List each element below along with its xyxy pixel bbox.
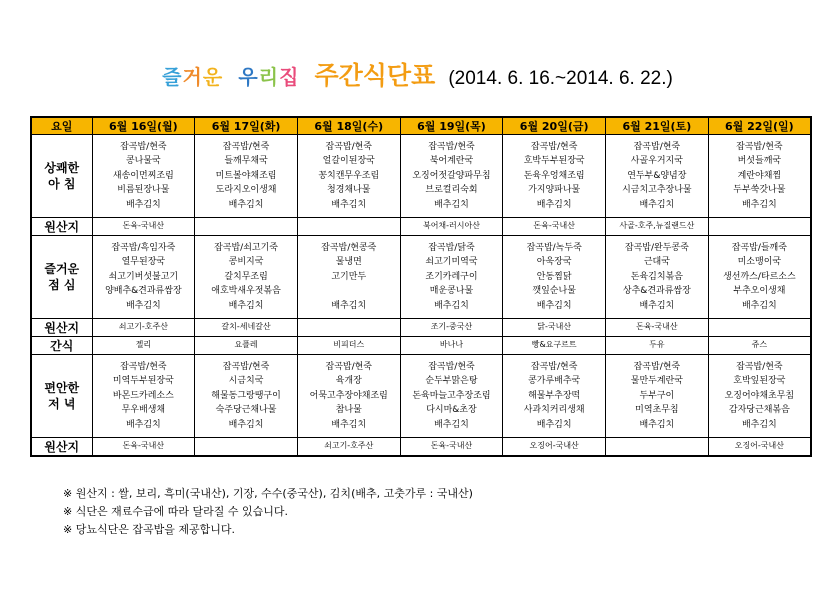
day-header: 6월 22일(일) bbox=[708, 117, 811, 135]
title-main: 주간식단표 bbox=[314, 61, 436, 90]
menu-cell: 잡곡밥/닭죽 쇠고기미역국 조기카레구이 매운콩나물 배추김치 bbox=[400, 236, 503, 319]
page-title bbox=[0, 56, 835, 92]
menu-cell: 잡곡밥/현죽 육개장 어묵고추장야채조림 참나물 배추김치 bbox=[297, 355, 400, 438]
snack-cell: 바나나 bbox=[400, 337, 503, 355]
origin-cell: 돈육-국내산 bbox=[606, 319, 709, 337]
day-header: 6월 21일(토) bbox=[606, 117, 709, 135]
origin-cell: 오징어-국내산 bbox=[503, 438, 606, 457]
menu-cell: 잡곡밥/현죽 호박두부된장국 돈육우엉채조림 가지양파나물 배추김치 bbox=[503, 135, 606, 218]
menu-cell: 잡곡밥/현죽 콩가루배추국 해물부추장떡 사과치커리생채 배추김치 bbox=[503, 355, 606, 438]
origin-label: 원산지 bbox=[31, 218, 92, 236]
dinner-row bbox=[31, 355, 811, 438]
menu-cell: 잡곡밥/현죽 시금치국 해물동그랑땡구이 숙주당근채나물 배추김치 bbox=[195, 355, 298, 438]
lunch-label: 즐거운 점 심 bbox=[31, 236, 92, 319]
header-corner: 요일 bbox=[31, 117, 92, 135]
origin-cell: 닭-국내산 bbox=[503, 319, 606, 337]
snack-row bbox=[31, 337, 811, 355]
menu-cell: 잡곡밥/현죽 콩나물국 새송이먼찌조림 비름된장나물 배추김치 bbox=[92, 135, 195, 218]
snack-cell: 요플레 bbox=[195, 337, 298, 355]
title-word-2: 우리집 bbox=[238, 65, 300, 89]
menu-cell: 잡곡밥/쇠고기죽 콩비지국 갈치무조림 애호박새우젓볶음 배추김치 bbox=[195, 236, 298, 319]
snack-label: 간식 bbox=[31, 337, 92, 355]
menu-cell: 잡곡밥/현죽 물만두계란국 두부구이 미역초무침 배추김치 bbox=[606, 355, 709, 438]
origin-cell: 돈육-국내산 bbox=[400, 438, 503, 457]
origin-cell: 돈육-국내산 bbox=[92, 218, 195, 236]
menu-cell: 잡곡밥/현죽 호박잎된장국 오징어야채초무침 감자당근채볶음 배추김치 bbox=[708, 355, 811, 438]
footnote-origin: ※ 원산지 : 쌀, 보리, 흑미(국내산), 기장, 수수(중국산), 김치(배추, 고춧가루 : 국내산) bbox=[63, 487, 473, 500]
title-word-1: 즐거운 bbox=[162, 65, 224, 89]
day-header: 6월 17일(화) bbox=[195, 117, 298, 135]
origin-cell: 돈육-국내산 bbox=[503, 218, 606, 236]
menu-cell: 잡곡밥/현콩죽 물냉면 고기만두 배추김치 bbox=[297, 236, 400, 319]
menu-cell: 잡곡밥/현죽 미역두부된장국 바몬드카레소스 무우배생채 배추김치 bbox=[92, 355, 195, 438]
origin-cell: 북어채-러시아산 bbox=[400, 218, 503, 236]
snack-cell: 빵&요구르트 bbox=[503, 337, 606, 355]
snack-cell: 쥬스 bbox=[708, 337, 811, 355]
footnote-supply: ※ 식단은 재료수급에 따라 달라질 수 있습니다. bbox=[63, 505, 288, 518]
origin-cell: 쇠고기-호주산 bbox=[92, 319, 195, 337]
origin-cell: 조기-중국산 bbox=[400, 319, 503, 337]
dinner-label: 편안한 저 녁 bbox=[31, 355, 92, 438]
origin-row-lunch bbox=[31, 319, 811, 337]
breakfast-row bbox=[31, 135, 811, 218]
breakfast-label: 상쾌한 아 침 bbox=[31, 135, 92, 218]
origin-row-breakfast bbox=[31, 218, 811, 236]
origin-label: 원산지 bbox=[31, 319, 92, 337]
day-header: 6월 19일(목) bbox=[400, 117, 503, 135]
origin-cell bbox=[195, 438, 298, 457]
origin-cell bbox=[606, 438, 709, 457]
menu-cell: 잡곡밥/현죽 사골우거지국 연두부&양념장 시금치고추장나물 배추김치 bbox=[606, 135, 709, 218]
menu-cell: 잡곡밥/현죽 들깨무채국 미트볼야채조림 도라지오이생채 배추김치 bbox=[195, 135, 298, 218]
menu-cell: 잡곡밥/현죽 버섯들깨국 계란야채찜 두부쑥갓나물 배추김치 bbox=[708, 135, 811, 218]
origin-cell bbox=[708, 319, 811, 337]
snack-cell: 젤리 bbox=[92, 337, 195, 355]
origin-cell: 사골-호주,뉴질랜드산 bbox=[606, 218, 709, 236]
menu-cell: 잡곡밥/현죽 얼갈이된장국 꽁치캔무우조림 청경채나물 배추김치 bbox=[297, 135, 400, 218]
origin-cell: 갈치-세네갈산 bbox=[195, 319, 298, 337]
lunch-row bbox=[31, 236, 811, 319]
day-header: 6월 18일(수) bbox=[297, 117, 400, 135]
menu-cell: 잡곡밥/들깨죽 미소맹이국 생선까스/타르소스 부추오이생채 배추김치 bbox=[708, 236, 811, 319]
header-row bbox=[31, 117, 811, 135]
origin-label: 원산지 bbox=[31, 438, 92, 457]
origin-row-dinner bbox=[31, 438, 811, 457]
menu-cell: 잡곡밥/현죽 북어계란국 오징어젓갈양파무침 브로컬리숙회 배추김치 bbox=[400, 135, 503, 218]
origin-cell: 오징어-국내산 bbox=[708, 438, 811, 457]
menu-cell: 잡곡밥/흑임자죽 열무된장국 쇠고기버섯불고기 양배추&견과류쌈장 배추김치 bbox=[92, 236, 195, 319]
day-header: 6월 16일(월) bbox=[92, 117, 195, 135]
menu-cell: 잡곡밥/현죽 순두부맑은탕 돈육마늘고추장조림 다시마&초장 배추김치 bbox=[400, 355, 503, 438]
menu-cell: 잡곡밥/녹두죽 아욱장국 안동찜닭 깻잎순나물 배추김치 bbox=[503, 236, 606, 319]
origin-cell bbox=[195, 218, 298, 236]
origin-cell: 돈육-국내산 bbox=[92, 438, 195, 457]
menu-cell: 잡곡밥/완두콩죽 근대국 돈육김치볶음 상추&견과류쌈장 배추김치 bbox=[606, 236, 709, 319]
origin-cell bbox=[708, 218, 811, 236]
day-header: 6월 20일(금) bbox=[503, 117, 606, 135]
footnotes bbox=[63, 485, 473, 539]
footnote-diabetic: ※ 당뇨식단은 잡곡밥을 제공합니다. bbox=[63, 523, 235, 536]
origin-cell bbox=[297, 319, 400, 337]
weekly-menu-table bbox=[30, 116, 812, 457]
snack-cell: 두유 bbox=[606, 337, 709, 355]
title-dates: (2014. 6. 16.~2014. 6. 22.) bbox=[448, 68, 673, 89]
origin-cell: 쇠고기-호주산 bbox=[297, 438, 400, 457]
origin-cell bbox=[297, 218, 400, 236]
snack-cell: 비피더스 bbox=[297, 337, 400, 355]
